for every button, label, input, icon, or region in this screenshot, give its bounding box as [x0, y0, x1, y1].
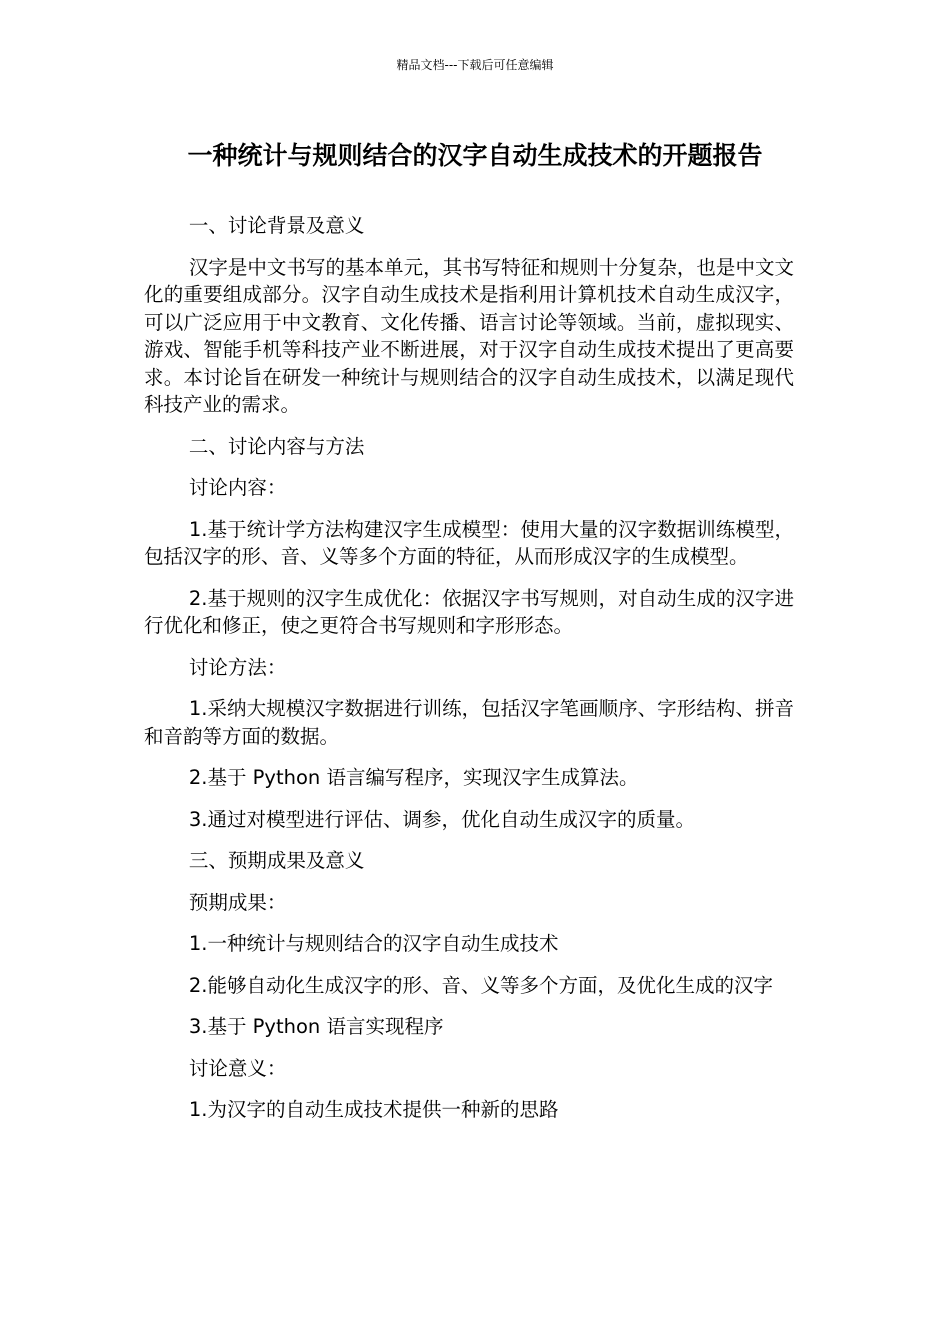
paragraph-background: 汉字是中文书写的基本单元，其书写特征和规则十分复杂，也是中文文化的重要组成部分。汉字自动生成技术是指利用计算机技术自动生成汉字，可以广泛应用于中文教育、文化传播、语言讨论等领域。当前，虚拟现实、游戏、智能手机等科技产业不断进展，对于汉字自动生成技术提出了更高要求。本讨论旨在研发一种统计与规则结合的汉字自动生成技术，以满足现代科技产业的需求。	[144, 255, 794, 416]
header-note: 精品文档---下载后可任意编辑	[396, 58, 554, 72]
list-item-method-1: 1.采纳大规模汉字数据进行训练，包括汉字笔画顺序、字形结构、拼音和音韵等方面的数据。	[144, 697, 794, 748]
subheading-method: 讨论方法：	[188, 655, 287, 679]
document-title: 一种统计与规则结合的汉字自动生成技术的开题报告	[187, 141, 763, 170]
subheading-expected-results: 预期成果：	[188, 890, 287, 914]
document-body	[144, 212, 794, 1138]
list-item-result-2: 2.能够自动化生成汉字的形、音、义等多个方面，及优化生成的汉字	[188, 973, 773, 997]
section-heading-background: 一、讨论背景及意义	[188, 214, 365, 237]
section-heading-results: 三、预期成果及意义	[188, 849, 365, 872]
list-item-content-1: 1.基于统计学方法构建汉字生成模型：使用大量的汉字数据训练模型，包括汉字的形、音、义等多个方面的特征，从而形成汉字的生成模型。	[144, 517, 794, 568]
subheading-significance: 讨论意义：	[188, 1056, 287, 1080]
list-item-method-3: 3.通过对模型进行评估、调参，优化自动生成汉字的质量。	[188, 807, 695, 831]
list-item-result-1: 1.一种统计与规则结合的汉字自动生成技术	[188, 932, 559, 955]
list-item-method-2: 2.基于 Python 语言编写程序，实现汉字生成算法。	[188, 766, 639, 789]
list-item-significance-1: 1.为汉字的自动生成技术提供一种新的思路	[188, 1098, 559, 1121]
list-item-result-3: 3.基于 Python 语言实现程序	[188, 1015, 444, 1038]
list-item-content-2: 2.基于规则的汉字生成优化：依据汉字书写规则，对自动生成的汉字进行优化和修正，使之更符合书写规则和字形形态。	[144, 586, 794, 637]
subheading-content: 讨论内容：	[188, 476, 287, 499]
section-heading-content-method: 二、讨论内容与方法	[188, 434, 365, 458]
